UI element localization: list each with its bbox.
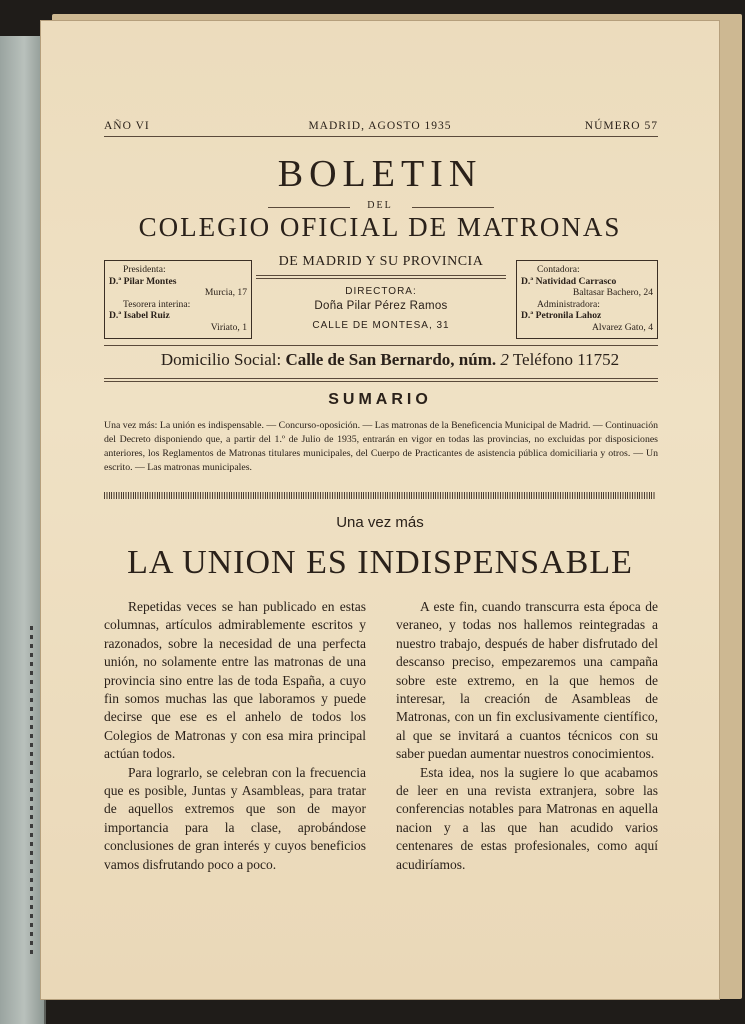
domicilio-phone: Teléfono 11752 xyxy=(512,350,620,369)
masthead-title: BOLETIN xyxy=(277,153,483,195)
officer-name: D.ª Natividad Carrasco xyxy=(521,275,617,287)
subtitle-rule xyxy=(256,275,506,276)
directora-label: DIRECTORA: xyxy=(345,286,417,297)
cover-stitching xyxy=(30,626,33,956)
domicilio-line xyxy=(100,350,680,370)
domicilio-number: 2 xyxy=(500,350,509,369)
article-paragraph: Para lograrlo, se celebran con la frecuencia que es posible, Juntas y Asambleas, para tratar de aquellos extremos que son de mayor importancia para la clase, aprobándose conclusiones de gran interés y cuyos beneficios vamos disfrutando poco a poco. xyxy=(104,764,366,872)
article-column-left xyxy=(104,598,366,874)
officer-address: Murcia, 17 xyxy=(204,287,247,298)
domicilio-street: Calle de San Bernardo, núm. xyxy=(285,350,497,369)
subtitle: DE MADRID Y SU PROVINCIA xyxy=(278,254,484,269)
officer-role: Presidenta: xyxy=(123,264,166,275)
del-rule-right xyxy=(412,207,494,208)
officer-role: Contadora: xyxy=(537,264,580,275)
article-headline: LA UNION ES INDISPENSABLE xyxy=(127,544,633,581)
directora-name: Doña Pilar Pérez Ramos xyxy=(314,300,448,312)
sumario-text: Una vez más: La unión es indispensable. — Concurso-oposición. — Las matronas de la Beneficencia Municipal de Madrid. — Continuación del Decreto disponiendo que, a partir del 1.º de Julio de 1935, entrarán en vigor en todas las provincias, no excluidas por disposiciones anteriores, los Reglamentos de Matronas titulares municipales, del Cuerpo de Practicantes de asistencia pública domiciliaria y otros. — Un escrito. — Las matronas municipales. xyxy=(104,420,658,473)
masthead-del: DEL xyxy=(367,200,393,211)
article-paragraph: Esta idea, nos la sugiere lo que acabamos de leer en una revista extranjera, sobre las conferencias notables para Matronas en aquella nacion y a las que han acudido varios centenares de estas profesionales, como aquí acudiríamos. xyxy=(396,764,658,872)
officer-name: D.ª Petronila Lahoz xyxy=(521,310,602,321)
officer-address: Alvarez Gato, 4 xyxy=(591,321,653,333)
officers-box-right xyxy=(516,260,658,339)
college-name: COLEGIO OFICIAL DE MATRONAS xyxy=(138,212,622,242)
place-date: MADRID, AGOSTO 1935 xyxy=(308,120,452,132)
officer-name: D.ª Pilar Montes xyxy=(109,275,177,287)
article-kicker: Una vez más xyxy=(336,514,424,531)
issue-number: NÚMERO 57 xyxy=(584,120,658,132)
domicilio-rule-top xyxy=(104,345,658,346)
officers-box-left xyxy=(104,260,252,339)
header-rule xyxy=(104,136,658,137)
sumario-title: SUMARIO xyxy=(328,391,432,408)
officer-role: Tesorera interina: xyxy=(123,298,191,310)
article-column-right xyxy=(396,598,658,874)
domicilio-rule-bottom-double xyxy=(104,381,658,382)
domicilio-rule-bottom xyxy=(104,378,658,379)
article-paragraph: Repetidas veces se han publicado en estas columnas, artículos admirablemente escritos y razonados, sobre la necesidad de una perfecta unión, no solamente entre las matronas de una provincia sino entre las de toda España, a cuyo fin somos muchas las que laboramos y puede decirse que ese es el anhelo de todos los Colegios de Matronas y con esa mira principal actúan todos. xyxy=(104,599,366,762)
officer-role: Administradora: xyxy=(537,298,600,310)
officer-address: Baltasar Bachero, 24 xyxy=(572,287,653,298)
article-paragraph: A este fin, cuando transcurra esta época de veraneo, y todas nos hallemos reintegradas a nuestro trabajo, después de haber disfrutado del descanso preciso, empezaremos una campaña sobre este extremo, en la que hemos de interesar, la creación de Asambleas de Matronas, con un fin exclusivamente científico, al que se invitará a cuantos técnicos con su saber puedan aumentar nuestros conocimientos. xyxy=(396,599,658,762)
newspaper-page xyxy=(40,20,720,1000)
subtitle-rule-double xyxy=(256,278,506,279)
directora-address: CALLE DE MONTESA, 31 xyxy=(312,320,450,331)
year-label: AÑO VI xyxy=(104,120,150,132)
officer-address: Viriato, 1 xyxy=(210,321,247,333)
hatched-divider xyxy=(104,492,656,499)
officer-name: D.ª Isabel Ruiz xyxy=(109,310,170,321)
domicilio-label: Domicilio Social: xyxy=(160,350,282,369)
